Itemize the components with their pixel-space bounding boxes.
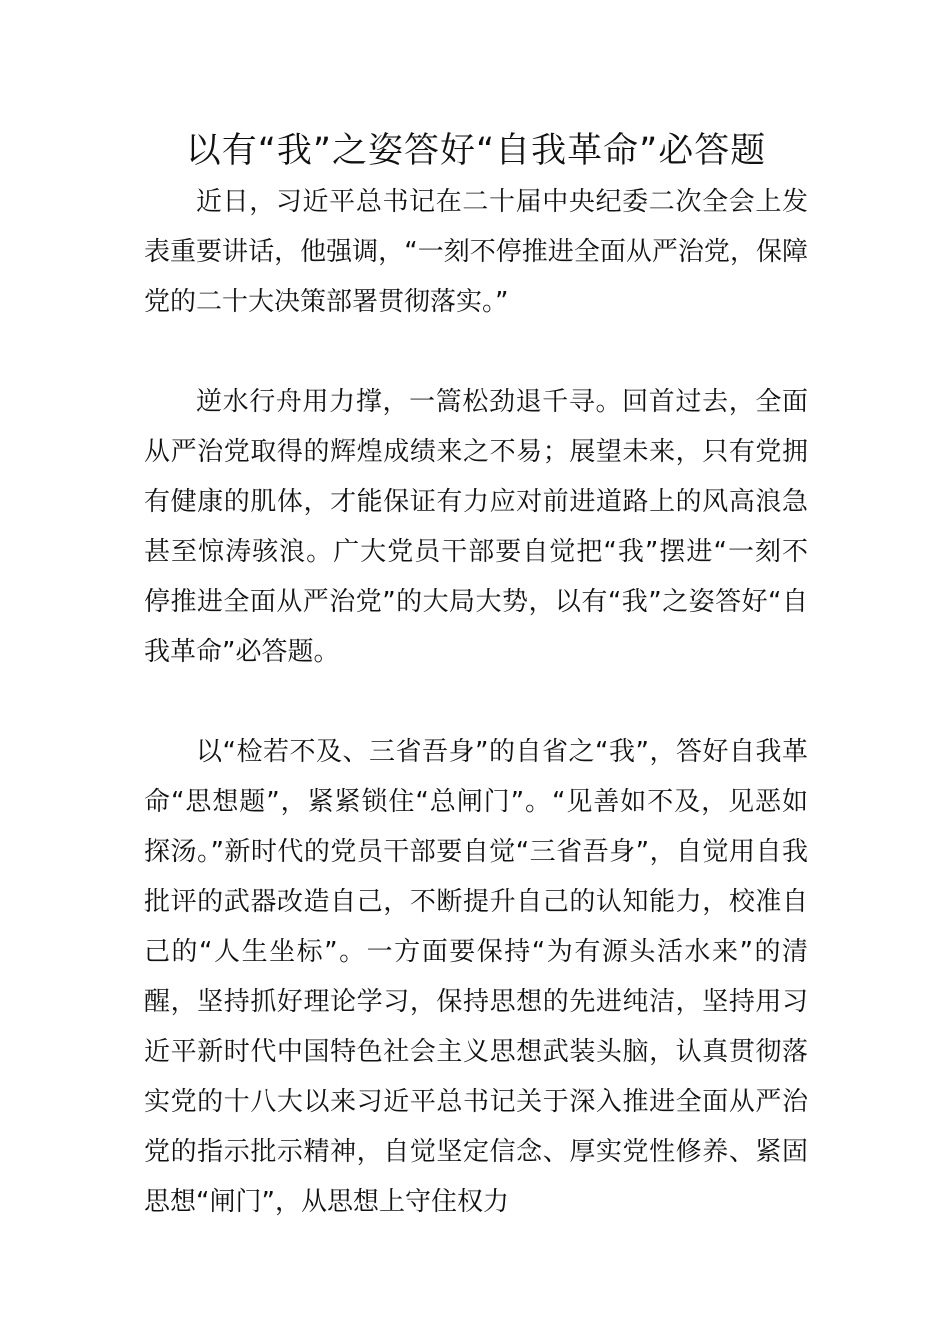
paragraph-2: 逆水行舟用力撑，一篙松劲退千寻。回首过去，全面从严治党取得的辉煌成绩来之不易；展望未来，只有党拥有健康的肌体，才能保证有力应对前进道路上的风高浪急甚至惊涛骇浪。广大党员干部要自觉把“我”摆进“一刻不停推进全面从严治党”的大局大势，以有“我”之姿答好“自我革命”必答题。 bbox=[144, 387, 808, 667]
paragraph-3: 以“检若不及、三省吾身”的自省之“我”，答好自我革命“思想题”，紧紧锁住“总闸门”。“见善如不及，见恶如探汤。”新时代的党员干部要自觉“三省吾身”，自觉用自我批评的武器改造自己，不断提升自己的认知能力，校准自己的“人生坐标”。一方面要保持“为有源头活水来”的清醒，坚持抓好理论学习，保持思想的先进纯洁，坚持用习近平新时代中国特色社会主义思想武装头脑，认真贯彻落实党的十八大以来习近平总书记关于深入推进全面从严治党的指示批示精神，自觉坚定信念、厚实党性修养、紧固思想“闸门”，从思想上守住权力 bbox=[144, 737, 808, 1217]
paragraph-gap bbox=[144, 677, 808, 727]
document-title: 以有“我”之姿答好“自我革命”必答题 bbox=[185, 131, 767, 171]
paragraph-1: 近日，习近平总书记在二十届中央纪委二次全会上发表重要讲话，他强调，“一刻不停推进全面从严治党，保障党的二十大决策部署贯彻落实。” bbox=[144, 187, 808, 317]
document-body bbox=[144, 177, 808, 1227]
paragraph-gap bbox=[144, 327, 808, 377]
